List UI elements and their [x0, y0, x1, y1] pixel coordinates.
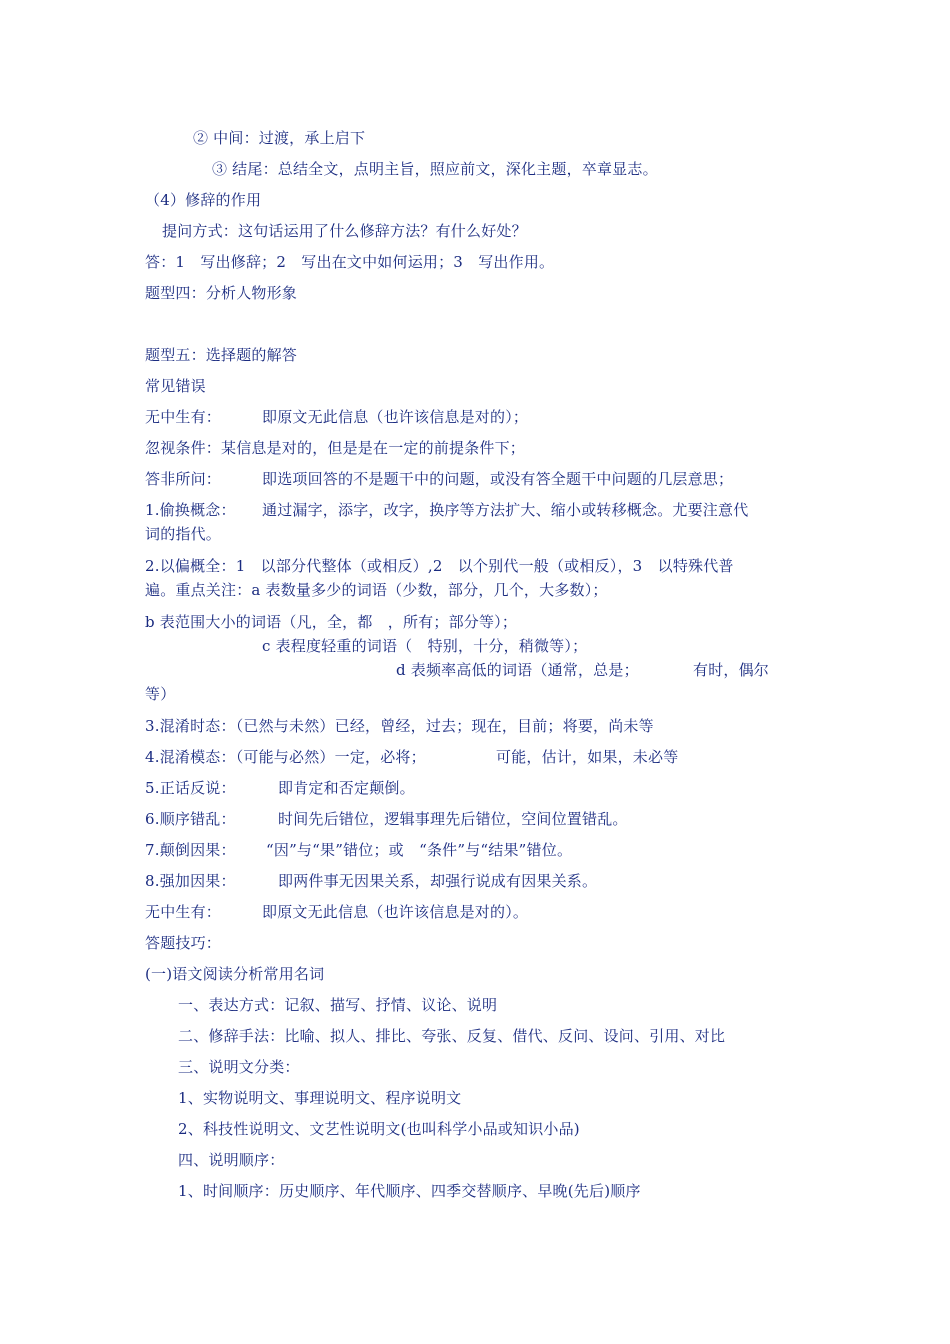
text-line: 三、说明文分类：	[178, 1058, 300, 1076]
term-label: 7.颠倒因果：	[145, 841, 236, 859]
section-heading: （4）修辞的作用	[145, 191, 262, 209]
text-line: 提问方式：这句话运用了什么修辞方法？有什么好处？	[162, 222, 527, 240]
text-line: 忽视条件：某信息是对的，但是是在一定的前提条件下；	[145, 439, 526, 457]
text-line: 一、表达方式：记叙、描写、抒情、议论、说明	[178, 996, 498, 1014]
term-label: 1.偷换概念：	[145, 501, 236, 519]
text-line: ② 中间：过渡，承上启下	[193, 129, 366, 147]
text-line	[396, 660, 770, 680]
term-definition: 即原文无此信息（也许该信息是对的）。	[262, 903, 529, 921]
text-line	[145, 809, 628, 829]
text-line	[145, 500, 749, 520]
term-label: 5.正话反说：	[145, 779, 236, 797]
term-label: 答非所问：	[145, 470, 222, 488]
section-heading: 题型四：分析人物形象	[145, 284, 298, 302]
text-line	[145, 469, 734, 489]
term-label: 无中生有：	[145, 408, 222, 426]
term-definition: “因”与“果”错位；或 “条件”与“结果”错位。	[266, 841, 573, 859]
text-line: 2、科技性说明文、文艺性说明文(也叫科学小品或知识小品)	[178, 1120, 580, 1138]
text-line: c 表程度轻重的词语（ 特别，十分，稍微等）；	[262, 637, 588, 655]
text-line: 常见错误	[145, 377, 206, 395]
text-line	[145, 747, 679, 767]
text-segment: 4.混淆模态：（可能与必然）一定，必将；	[145, 748, 426, 766]
term-definition: 时间先后错位，逻辑事理先后错位，空间位置错乱。	[278, 810, 628, 828]
term-definition: 即原文无此信息（也许该信息是对的）；	[262, 408, 529, 426]
term-definition: 即选项回答的不是题干中的问题，或没有答全题干中问题的几层意思；	[262, 470, 734, 488]
text-line	[145, 871, 598, 891]
text-line: 1、实物说明文、事理说明文、程序说明文	[178, 1089, 462, 1107]
text-line	[145, 778, 415, 798]
text-line: b 表范围大小的词语（凡，全，都 ，所有；部分等）；	[145, 613, 518, 631]
text-segment: d 表频率高低的词语（通常，总是；	[396, 661, 639, 679]
section-heading: 答题技巧：	[145, 934, 222, 952]
text-line: 3.混淆时态：（已然与未然）已经，曾经，过去；现在，目前；将要，尚未等	[145, 717, 654, 735]
term-definition: 即肯定和否定颠倒。	[278, 779, 415, 797]
term-definition: 通过漏字，添字，改字，换序等方法扩大、缩小或转移概念。尤要注意代	[262, 501, 749, 519]
text-segment: 可能，估计，如果，未必等	[496, 748, 679, 766]
text-line: 等）	[145, 685, 176, 703]
text-line: 二、修辞手法：比喻、拟人、排比、夸张、反复、借代、反问、设问、引用、对比	[178, 1027, 726, 1045]
section-heading: (一)语文阅读分析常用名词	[145, 965, 325, 983]
term-definition: 即两件事无因果关系，却强行说成有因果关系。	[278, 872, 598, 890]
text-line	[145, 407, 529, 427]
text-line	[145, 902, 529, 922]
text-line: 遍。重点关注：a 表数量多少的词语（少数，部分，几个，大多数）；	[145, 581, 608, 599]
text-line: 四、说明顺序：	[178, 1151, 285, 1169]
section-heading: 题型五：选择题的解答	[145, 346, 298, 364]
text-line: ③ 结尾：总结全文，点明主旨，照应前文，深化主题，卒章显志。	[212, 160, 658, 178]
term-label: 6.顺序错乱：	[145, 810, 236, 828]
text-line: 2.以偏概全：1 以部分代整体（或相反）,2 以个别代一般（或相反），3 以特殊代普	[145, 557, 734, 575]
text-line: 1、时间顺序：历史顺序、年代顺序、四季交替顺序、早晚(先后)顺序	[178, 1182, 641, 1200]
term-label: 8.强加因果：	[145, 872, 236, 890]
text-line: 词的指代。	[145, 525, 222, 543]
text-line: 答：1 写出修辞；2 写出在文中如何运用；3 写出作用。	[145, 253, 555, 271]
text-line	[145, 840, 573, 860]
term-label: 无中生有：	[145, 903, 222, 921]
text-segment: 有时，偶尔	[693, 661, 770, 679]
